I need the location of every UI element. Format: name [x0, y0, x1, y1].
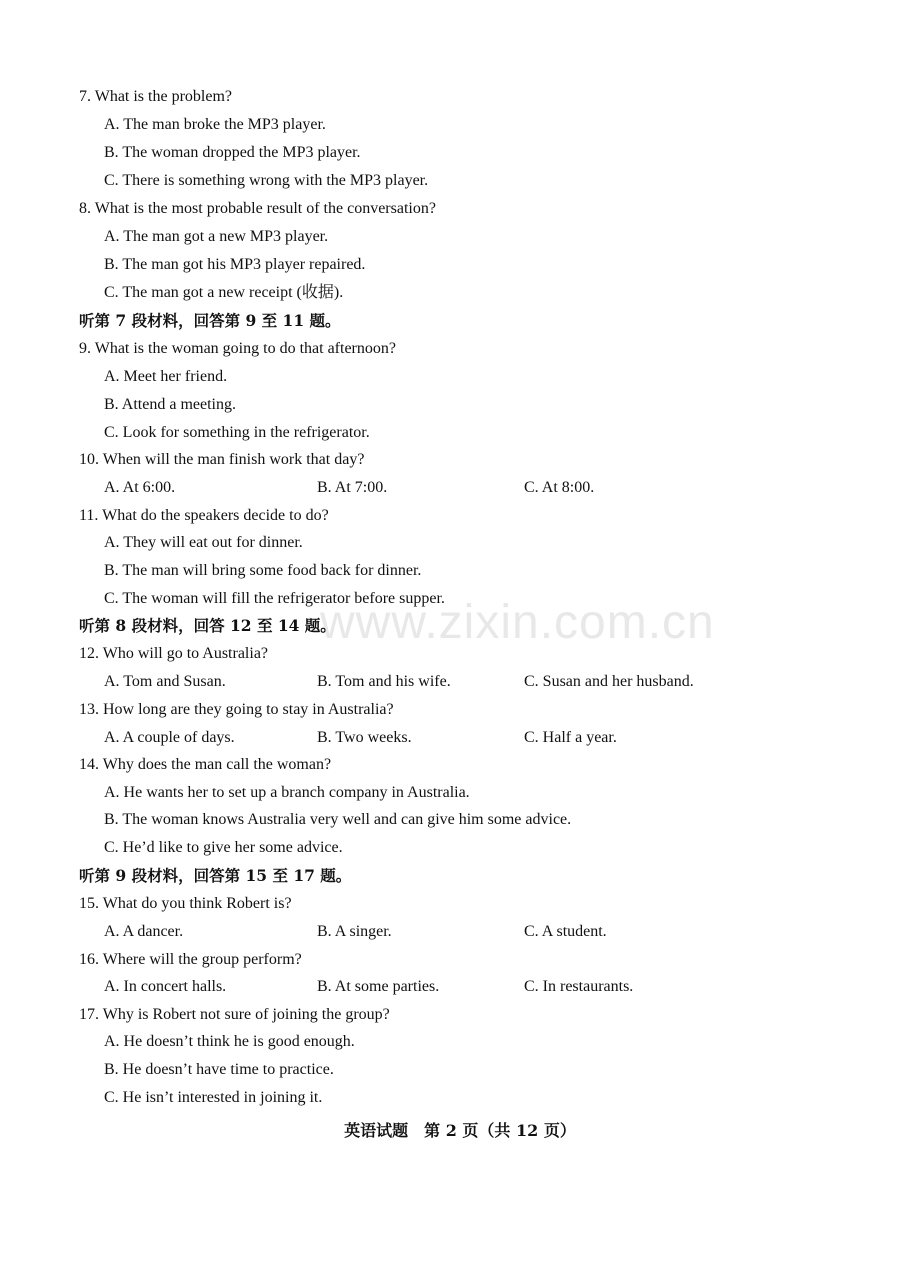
question-15-option-c: C. A student.	[524, 923, 607, 940]
question-11-stem: 11. What do the speakers decide to do?	[79, 507, 329, 524]
section-7-instruction: 听第 7 段材料，回答第 9 至 11 题。	[79, 311, 341, 330]
question-12-option-a: A. Tom and Susan.	[104, 673, 226, 690]
question-13-option-c: C. Half a year.	[524, 729, 617, 746]
question-8-stem: 8. What is the most probable result of the conversation?	[79, 200, 436, 217]
question-12-option-c: C. Susan and her husband.	[524, 673, 694, 690]
question-8-option-a: A. The man got a new MP3 player.	[104, 228, 329, 245]
question-13-stem: 13. How long are they going to stay in Australia?	[79, 701, 394, 718]
question-7-option-a: A. The man broke the MP3 player.	[104, 116, 326, 133]
question-13-option-a: A. A couple of days.	[104, 729, 235, 746]
question-17-option-a: A. He doesn’t think he is good enough.	[104, 1033, 355, 1050]
question-7-option-b: B. The woman dropped the MP3 player.	[104, 144, 361, 161]
question-7-stem: 7. What is the problem?	[79, 88, 232, 105]
question-9-option-b: B. Attend a meeting.	[104, 396, 236, 413]
question-17-stem: 17. Why is Robert not sure of joining the group?	[79, 1006, 390, 1023]
question-16-stem: 16. Where will the group perform?	[79, 951, 302, 968]
section-8-instruction: 听第 8 段材料，回答 12 至 14 题。	[79, 616, 336, 635]
section-9-instruction: 听第 9 段材料，回答第 15 至 17 题。	[79, 866, 352, 885]
question-16-option-c: C. In restaurants.	[524, 978, 634, 995]
question-17-option-c: C. He isn’t interested in joining it.	[104, 1089, 323, 1106]
question-14-option-b: B. The woman knows Australia very well and can give him some advice.	[104, 811, 572, 828]
question-13-option-b: B. Two weeks.	[317, 729, 412, 746]
question-12-option-b: B. Tom and his wife.	[317, 673, 451, 690]
question-11-option-a: A. They will eat out for dinner.	[104, 534, 303, 551]
question-10-stem: 10. When will the man finish work that day?	[79, 451, 365, 468]
question-16-option-a: A. In concert halls.	[104, 978, 227, 995]
question-9-stem: 9. What is the woman going to do that afternoon?	[79, 340, 396, 357]
question-11-option-b: B. The man will bring some food back for dinner.	[104, 562, 422, 579]
question-11-option-c: C. The woman will fill the refrigerator before supper.	[104, 590, 445, 607]
question-7-option-c: C. There is something wrong with the MP3 player.	[104, 172, 429, 189]
question-9-option-a: A. Meet her friend.	[104, 368, 228, 385]
question-14-stem: 14. Why does the man call the woman?	[79, 756, 332, 773]
watermark: www.zixin.com.cn	[320, 596, 715, 649]
question-17-option-b: B. He doesn’t have time to practice.	[104, 1061, 334, 1078]
question-15-option-b: B. A singer.	[317, 923, 392, 940]
question-14-option-c: C. He’d like to give her some advice.	[104, 839, 343, 856]
question-8-option-b: B. The man got his MP3 player repaired.	[104, 256, 366, 273]
question-14-option-a: A. He wants her to set up a branch company in Australia.	[104, 784, 470, 801]
question-15-option-a: A. A dancer.	[104, 923, 184, 940]
question-10-option-b: B. At 7:00.	[317, 479, 388, 496]
question-15-stem: 15. What do you think Robert is?	[79, 895, 292, 912]
question-10-option-c: C. At 8:00.	[524, 479, 595, 496]
question-10-option-a: A. At 6:00.	[104, 479, 176, 496]
question-12-stem: 12. Who will go to Australia?	[79, 645, 269, 662]
page-footer: 英语试题 第 2 页（共 12 页）	[344, 1121, 576, 1140]
question-16-option-b: B. At some parties.	[317, 978, 440, 995]
question-8-option-c: C. The man got a new receipt (收据).	[104, 284, 344, 301]
question-9-option-c: C. Look for something in the refrigerator.	[104, 424, 370, 441]
